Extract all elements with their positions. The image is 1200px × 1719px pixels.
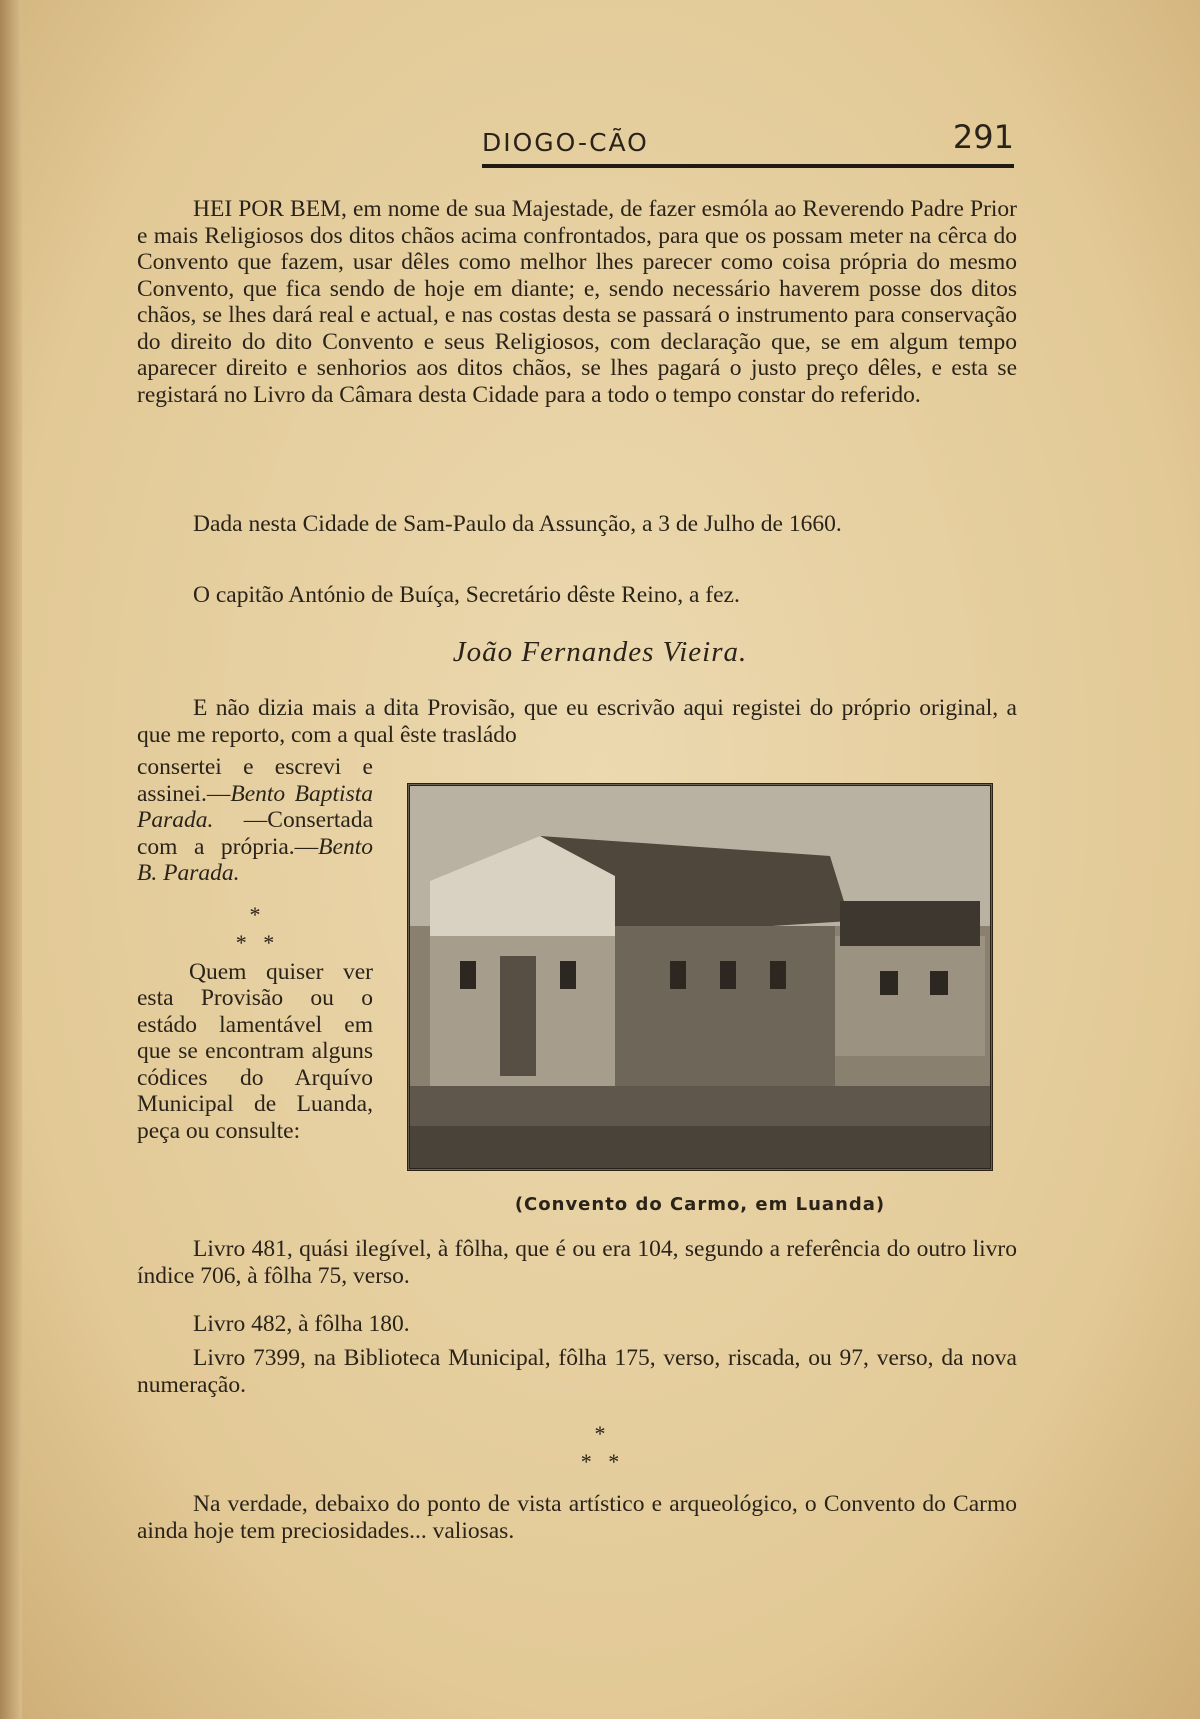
asterism	[137, 901, 373, 957]
signature-name: João Fernandes Vieira.	[452, 636, 748, 668]
column-italic-name: Bento B. Parada.	[137, 833, 373, 886]
left-column-text	[137, 754, 373, 1144]
paragraph-text: Dada nesta Cidade de Sam-Paulo da Assunção, a 3 de Julho de 1660.	[193, 511, 842, 537]
figure-caption: (Convento do Carmo, em Luanda)	[514, 1194, 886, 1215]
column-paragraph: Quem quiser ver esta Provisão ou o estádo lamentável em que se encontram alguns códices do Arquívo Municipal de Luanda, peça ou consulte:	[137, 958, 373, 1144]
running-title: DIOGO-CÃO	[482, 128, 649, 157]
paragraph-date	[137, 511, 1017, 538]
column-italic-name: Bento Baptista Parada.	[137, 780, 373, 833]
paragraph-text: Livro 482, à fôlha 180.	[193, 1311, 410, 1337]
asterism	[0, 1420, 1200, 1476]
column-paragraph	[137, 754, 373, 887]
paragraph-provision	[137, 196, 1017, 408]
paragraph-book-482	[137, 1311, 1017, 1338]
asterism-bottom: * *	[580, 1449, 620, 1474]
paragraph-text: O capitão António de Buíça, Secretário dêste Reino, a fez.	[193, 582, 740, 608]
header-rule	[482, 164, 1014, 168]
asterism-top: *	[594, 1421, 606, 1446]
paragraph-text: Livro 7399, na Biblioteca Municipal, fôlha 175, verso, riscada, ou 97, verso, da nova numeração.	[137, 1345, 1017, 1398]
paragraph-text: Livro 481, quási ilegível, à fôlha, que é ou era 104, segundo a referência do outro livro índice 706, à fôlha 75, verso.	[137, 1236, 1017, 1289]
convent-photo	[407, 783, 993, 1171]
paragraph-registration	[137, 695, 1017, 748]
paragraph-text: HEI POR BEM, em nome de sua Majestade, de fazer esmóla ao Reverendo Padre Prior e mais Religiosos dos ditos chãos acima confrontados, para que os possam meter na cêrca do Convento que fazem, usar dêles como melhor lhes parecer como coisa própria do mesmo Convento, que fica sendo de hoje em diante; e, sendo necessário haverem posse dos ditos chãos, se lhes dará real e actual, e nas costas desta se passará o instrumento para conservação do direito do dito Convento e seus Religiosos, com declaração que, se em algum tempo aparecer direito e senhorios aos ditos chãos, se lhes pagará o justo preço dêles, e esta se registará no Livro da Câmara desta Cidade para a todo o tempo constar do referido.	[137, 196, 1017, 408]
column-text: —Consertada com a própria.—	[137, 807, 373, 860]
running-header	[482, 118, 1014, 170]
paragraph-closing	[137, 1491, 1017, 1544]
asterism-top: *	[249, 901, 261, 927]
paragraph-book-481	[137, 1236, 1017, 1289]
paragraph-secretary	[137, 582, 1017, 609]
column-text: consertei e escrevi e assinei.—	[137, 754, 373, 807]
paragraph-text: Na verdade, debaixo do ponto de vista artístico e arqueológico, o Convento do Carmo ainda hoje tem preciosidades... valiosas.	[137, 1491, 1017, 1544]
paragraph-book-7399	[137, 1345, 1017, 1398]
asterism-bottom: * *	[235, 929, 275, 955]
page-number: 291	[952, 118, 1014, 156]
paragraph-text: E não dizia mais a dita Provisão, que eu escrivão aqui registei do próprio original, a que me reporto, com a qual êste trasládo	[137, 695, 1017, 748]
convent-photo-illustration	[410, 786, 990, 1168]
